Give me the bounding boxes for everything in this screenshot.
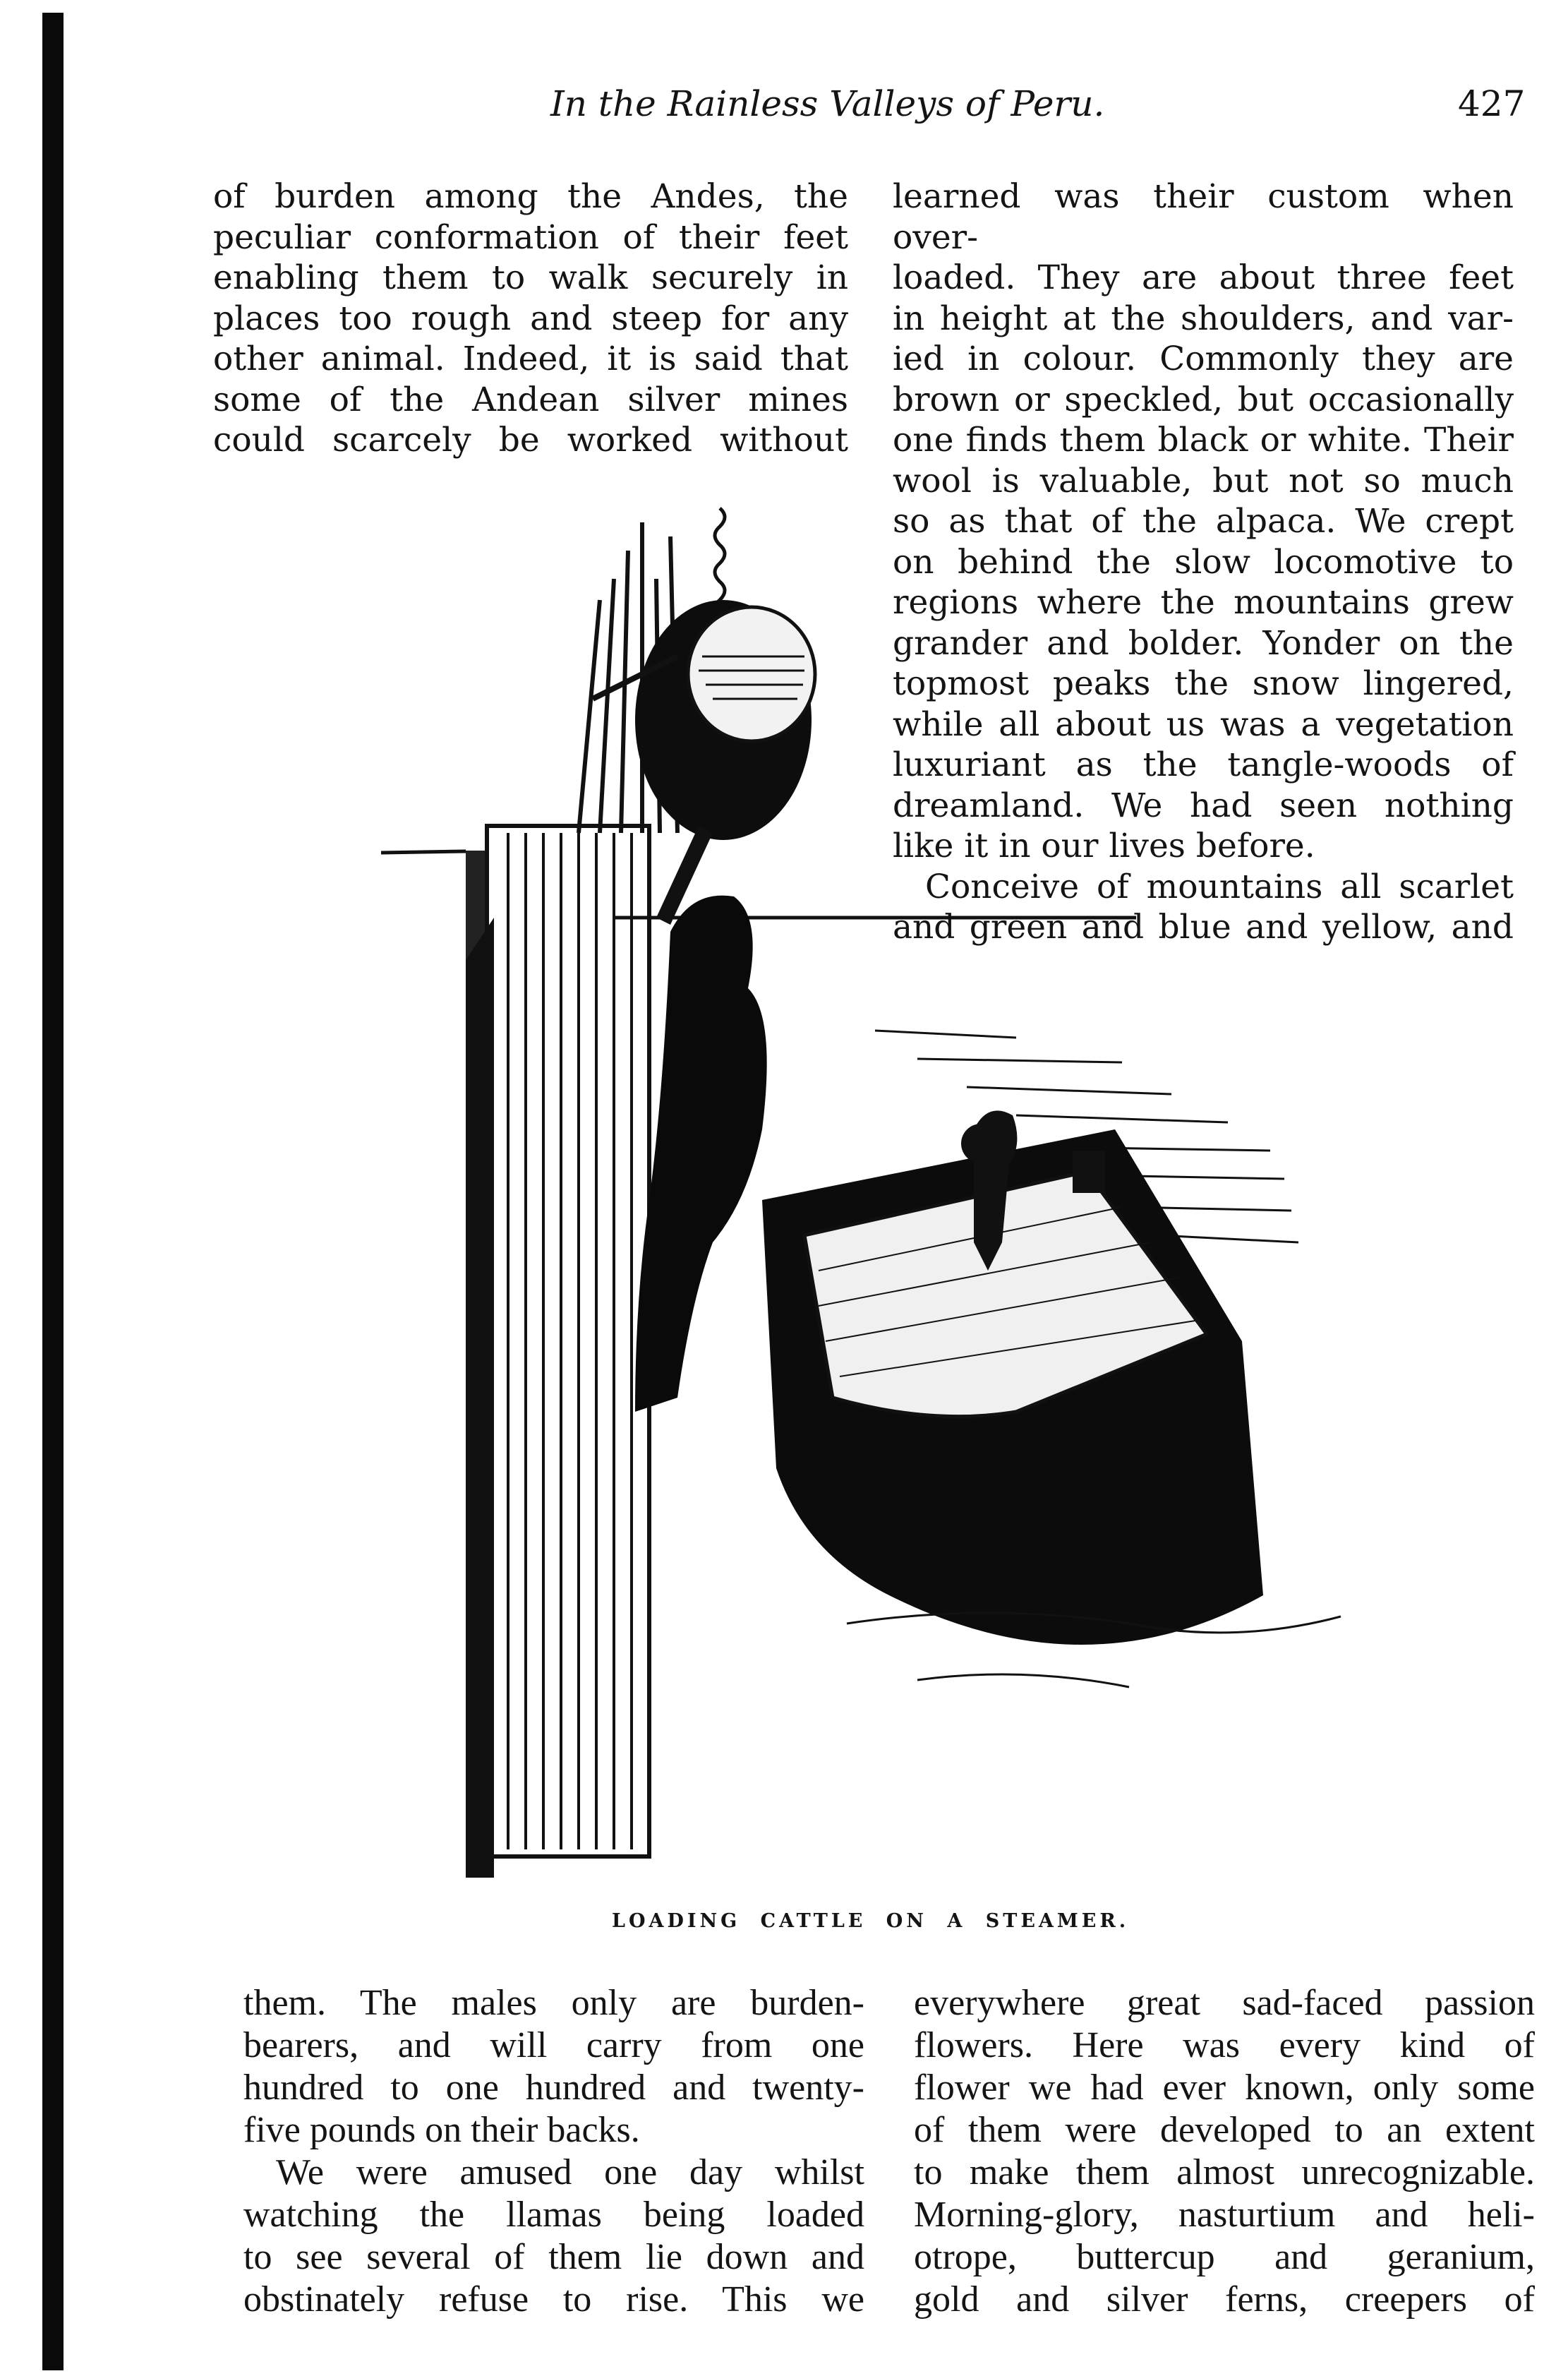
text-line: of them were developed to an extent (914, 2110, 1535, 2150)
text-line: so as that of the alpaca. We crept (893, 502, 1514, 541)
text-line: obstinately refuse to rise. This we (243, 2279, 864, 2320)
text-line: grander and bolder. Yonder on the (893, 623, 1514, 663)
text-line: places too rough and steep for any (213, 299, 848, 338)
text-line: five pounds on their backs. (243, 2110, 640, 2150)
text-line: peculiar conformation of their feet (213, 217, 848, 257)
text-line: on behind the slow locomotive to (893, 542, 1514, 582)
text-line: gold and silver ferns, creepers of (914, 2279, 1535, 2320)
text-line: everywhere great sad-faced passion (914, 1983, 1535, 2023)
text-line: Morning-glory, nasturtium and heli- (914, 2195, 1535, 2235)
page-number: 427 (1458, 83, 1526, 124)
text-line: loaded. They are about three feet (893, 258, 1514, 297)
text-line: like it in our lives before. (893, 827, 1315, 865)
text-line: ied in colour. Commonly they are (893, 340, 1514, 378)
text-line: bearers, and will carry from one (243, 2025, 864, 2065)
text-line: luxuriant as the tangle-woods of (893, 745, 1514, 784)
text-line: to make them almost unrecognizable. (914, 2152, 1535, 2192)
text-column-top-left (213, 176, 848, 461)
text-column-bottom-right (914, 1982, 1535, 2321)
text-line: flowers. Here was every kind of (914, 2025, 1535, 2065)
paragraph (213, 176, 848, 461)
text-line: regions where the mountains grew (893, 583, 1514, 622)
paragraph (243, 2152, 864, 2321)
text-line: hundred to one hundred and twenty- (243, 2068, 864, 2108)
text-line: to see several of them lie down and (243, 2237, 864, 2277)
text-line: while all about us was a vegetation (893, 704, 1514, 744)
text-column-bottom-left (243, 1982, 864, 2321)
text-line: flower we had ever known, only some (914, 2068, 1535, 2108)
text-line: brown or speckled, but occasionally (893, 380, 1514, 419)
text-line: wool is valuable, but not so much (893, 461, 1514, 500)
text-line: and green and blue and yellow, and (893, 908, 1514, 947)
text-line: watching the llamas being loaded (243, 2195, 864, 2235)
text-line: in height at the shoulders, and var- (893, 299, 1514, 338)
text-line: enabling them to walk securely in (213, 258, 848, 297)
text-line: could scarcely be worked without (213, 421, 848, 460)
text-line: other animal. Indeed, it is said that (213, 340, 848, 378)
paragraph (243, 1982, 864, 2152)
illustration-caption: LOADING CATTLE ON A STEAMER. (612, 1910, 1130, 1932)
text-line: of burden among the Andes, the (213, 177, 848, 216)
page-binding-edge (42, 13, 64, 2370)
text-line: learned was their custom when over- (893, 177, 1514, 257)
engraving-loading-cattle (381, 494, 1390, 1892)
text-line: some of the Andean silver mines (213, 380, 848, 419)
text-line: otrope, buttercup and geranium, (914, 2237, 1535, 2277)
running-title: In the Rainless Valleys of Peru. (550, 83, 1105, 124)
text-line: Conceive of mountains all scarlet (925, 867, 1514, 906)
text-line: them. The males only are burden- (243, 1983, 864, 2023)
paragraph (914, 1982, 1535, 2321)
text-line: dreamland. We had seen nothing (893, 786, 1514, 825)
text-line: We were amused one day whilst (276, 2152, 864, 2192)
text-line: one finds them black or white. Their (893, 421, 1514, 460)
text-line: topmost peaks the snow lingered, (893, 664, 1514, 703)
